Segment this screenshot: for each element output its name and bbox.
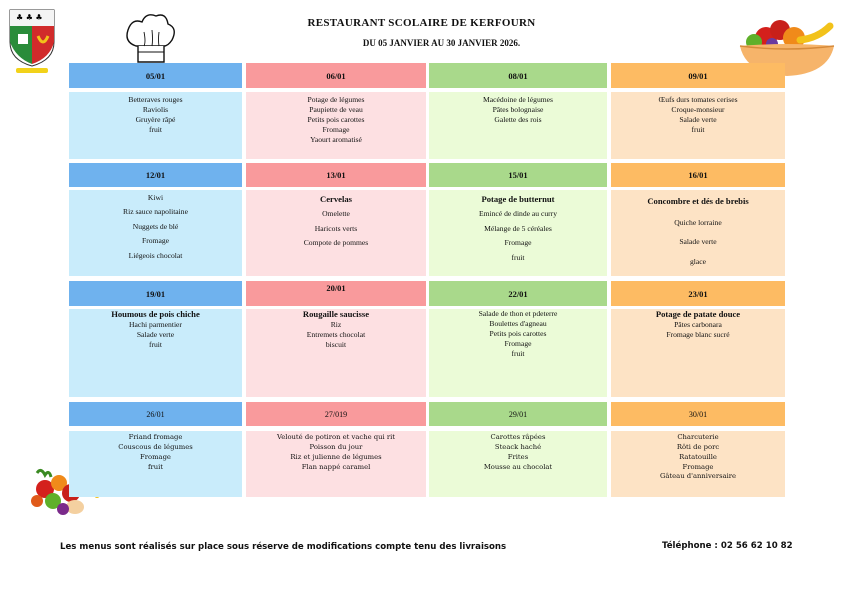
menu-item: Gruyère râpé bbox=[135, 115, 176, 125]
menu-item: Salade de thon et pdeterre bbox=[478, 309, 558, 318]
menu-item: Steack haché bbox=[494, 442, 542, 451]
menu-item: Fromage bbox=[504, 238, 532, 248]
menu-item: Potage de butternut bbox=[481, 194, 555, 204]
menu-item: Fromage bbox=[142, 236, 169, 246]
menu-item: Pâtes bolognaise bbox=[492, 105, 544, 115]
menu-item: Hachi parmentier bbox=[129, 320, 182, 330]
day-header: 08/01 bbox=[429, 63, 607, 88]
footer-phone: Téléphone : 02 56 62 10 82 bbox=[662, 541, 793, 551]
menu-item: Salade verte bbox=[679, 237, 717, 247]
day-header: 26/01 bbox=[69, 402, 242, 426]
menu-item: Couscous de légumes bbox=[118, 442, 193, 451]
menu-item: Haricots verts bbox=[314, 223, 358, 233]
day-menu bbox=[246, 190, 426, 276]
day-header: 12/01 bbox=[69, 163, 242, 187]
day-menu bbox=[611, 92, 785, 159]
menu-item: Flan nappé caramel bbox=[301, 462, 371, 471]
menu-item: fruit bbox=[511, 349, 525, 359]
day-header: 27/019 bbox=[246, 402, 426, 426]
menu-item: Concombre et dés de brebis bbox=[647, 196, 749, 206]
menu-item: Liégeois chocolat bbox=[128, 250, 183, 260]
menu-item: Friand fromage bbox=[128, 433, 183, 441]
svg-text:♣ ♣ ♣: ♣ ♣ ♣ bbox=[16, 13, 43, 22]
menu-item: Potage de légumes bbox=[307, 95, 365, 104]
menu-item: Paupiette de veau bbox=[309, 105, 363, 115]
menu-item: Poisson du jour bbox=[309, 442, 363, 451]
day-menu bbox=[246, 431, 426, 497]
day-header: 22/01 bbox=[429, 281, 607, 306]
menu-item: fruit bbox=[148, 125, 163, 135]
menu-item: Emincé de dinde au curry bbox=[478, 209, 557, 219]
menu-item: fruit bbox=[691, 125, 705, 135]
day-menu bbox=[429, 92, 607, 159]
menu-item: fruit bbox=[511, 252, 525, 262]
menu-item: biscuit bbox=[325, 340, 347, 350]
day-menu bbox=[429, 309, 607, 397]
menu-item: Mélange de 5 céréales bbox=[484, 223, 552, 233]
menu-item: Salade verte bbox=[136, 330, 175, 340]
day-header: 19/01 bbox=[69, 281, 242, 306]
menu-item: Houmous de pois chiche bbox=[111, 309, 200, 319]
day-menu bbox=[611, 309, 785, 397]
period-subtitle: DU 05 JANVIER AU 30 JANVIER 2026. bbox=[362, 38, 521, 48]
day-header: 15/01 bbox=[429, 163, 607, 187]
menu-item: Entremets chocolat bbox=[306, 330, 366, 340]
menu-item: Fromage bbox=[504, 339, 532, 349]
menu-item: Rougaille saucisse bbox=[302, 309, 370, 319]
menu-item: Salade verte bbox=[679, 115, 717, 125]
menu-item: Kiwi bbox=[147, 193, 164, 202]
day-header: 20/01 bbox=[246, 281, 426, 306]
day-menu bbox=[429, 190, 607, 276]
day-menu bbox=[611, 431, 785, 497]
menu-item: Cervelas bbox=[320, 194, 352, 204]
menu-item: Riz bbox=[330, 320, 342, 330]
day-header: 16/01 bbox=[611, 163, 785, 187]
day-header: 05/01 bbox=[69, 63, 242, 88]
menu-item: Boulettes d'agneau bbox=[489, 319, 547, 329]
menu-item: Potage de patate douce bbox=[655, 309, 741, 319]
day-menu bbox=[69, 92, 242, 159]
menu-item: Charcuterie bbox=[677, 433, 719, 441]
day-header: 09/01 bbox=[611, 63, 785, 88]
menu-item: Betteraves rouges bbox=[128, 95, 183, 104]
menu-item: Frites bbox=[507, 452, 529, 461]
menu-item: Rôti de porc bbox=[676, 442, 720, 451]
menu-item: Fromage bbox=[322, 125, 350, 135]
day-header: 06/01 bbox=[246, 63, 426, 88]
day-header: 13/01 bbox=[246, 163, 426, 187]
menu-item: Pâtes carbonara bbox=[674, 320, 722, 330]
menu-item: Yaourt aromatisé bbox=[310, 135, 362, 145]
day-menu bbox=[69, 309, 242, 397]
day-header: 23/01 bbox=[611, 281, 785, 306]
menu-item: Mousse au chocolat bbox=[483, 462, 553, 471]
menu-item: glace bbox=[689, 256, 707, 266]
day-menu bbox=[246, 92, 426, 159]
menu-item: Raviolis bbox=[142, 105, 169, 115]
menu-item: Galette des rois bbox=[494, 115, 542, 125]
menu-item: Gâteau d'anniversaire bbox=[659, 472, 737, 481]
menu-item: fruit bbox=[148, 340, 163, 350]
menu-item: Fromage blanc sucré bbox=[666, 330, 730, 340]
menu-item: Compote de pommes bbox=[303, 238, 369, 248]
day-menu bbox=[69, 190, 242, 276]
menu-item: Riz et julienne de légumes bbox=[290, 452, 382, 461]
menu-item: fruit bbox=[147, 462, 164, 471]
menu-item: Nuggets de blé bbox=[132, 221, 179, 231]
day-header: 30/01 bbox=[611, 402, 785, 426]
day-menu bbox=[611, 190, 785, 276]
day-menu bbox=[69, 431, 242, 497]
day-header: 29/01 bbox=[429, 402, 607, 426]
menu-item: Riz sauce napolitaine bbox=[123, 207, 188, 217]
menu-item: Petits pois carottes bbox=[489, 329, 547, 339]
menu-item: Fromage bbox=[140, 452, 171, 461]
menu-item: Fromage bbox=[682, 462, 714, 471]
menu-item: Carottes râpées bbox=[490, 433, 546, 441]
page-title: RESTAURANT SCOLAIRE DE KERFOURN bbox=[307, 17, 536, 29]
menu-item: Croque-monsieur bbox=[671, 105, 725, 115]
menu-item: Velouté de potiron et vache qui rit bbox=[276, 433, 396, 441]
day-menu bbox=[246, 309, 426, 397]
menu-item: Ratatouille bbox=[679, 452, 717, 461]
footer-note: Les menus sont réalisés sur place sous réserve de modifications compte tenu des livraisons bbox=[60, 542, 507, 552]
day-menu bbox=[429, 431, 607, 497]
menu-item: Œufs durs tomates cerises bbox=[658, 95, 738, 104]
menu-item: Macédoine de légumes bbox=[482, 95, 553, 104]
menu-item: Omelette bbox=[322, 209, 350, 219]
menu-item: Quiche lorraine bbox=[674, 217, 722, 227]
menu-item: Petits pois carottes bbox=[307, 115, 365, 125]
